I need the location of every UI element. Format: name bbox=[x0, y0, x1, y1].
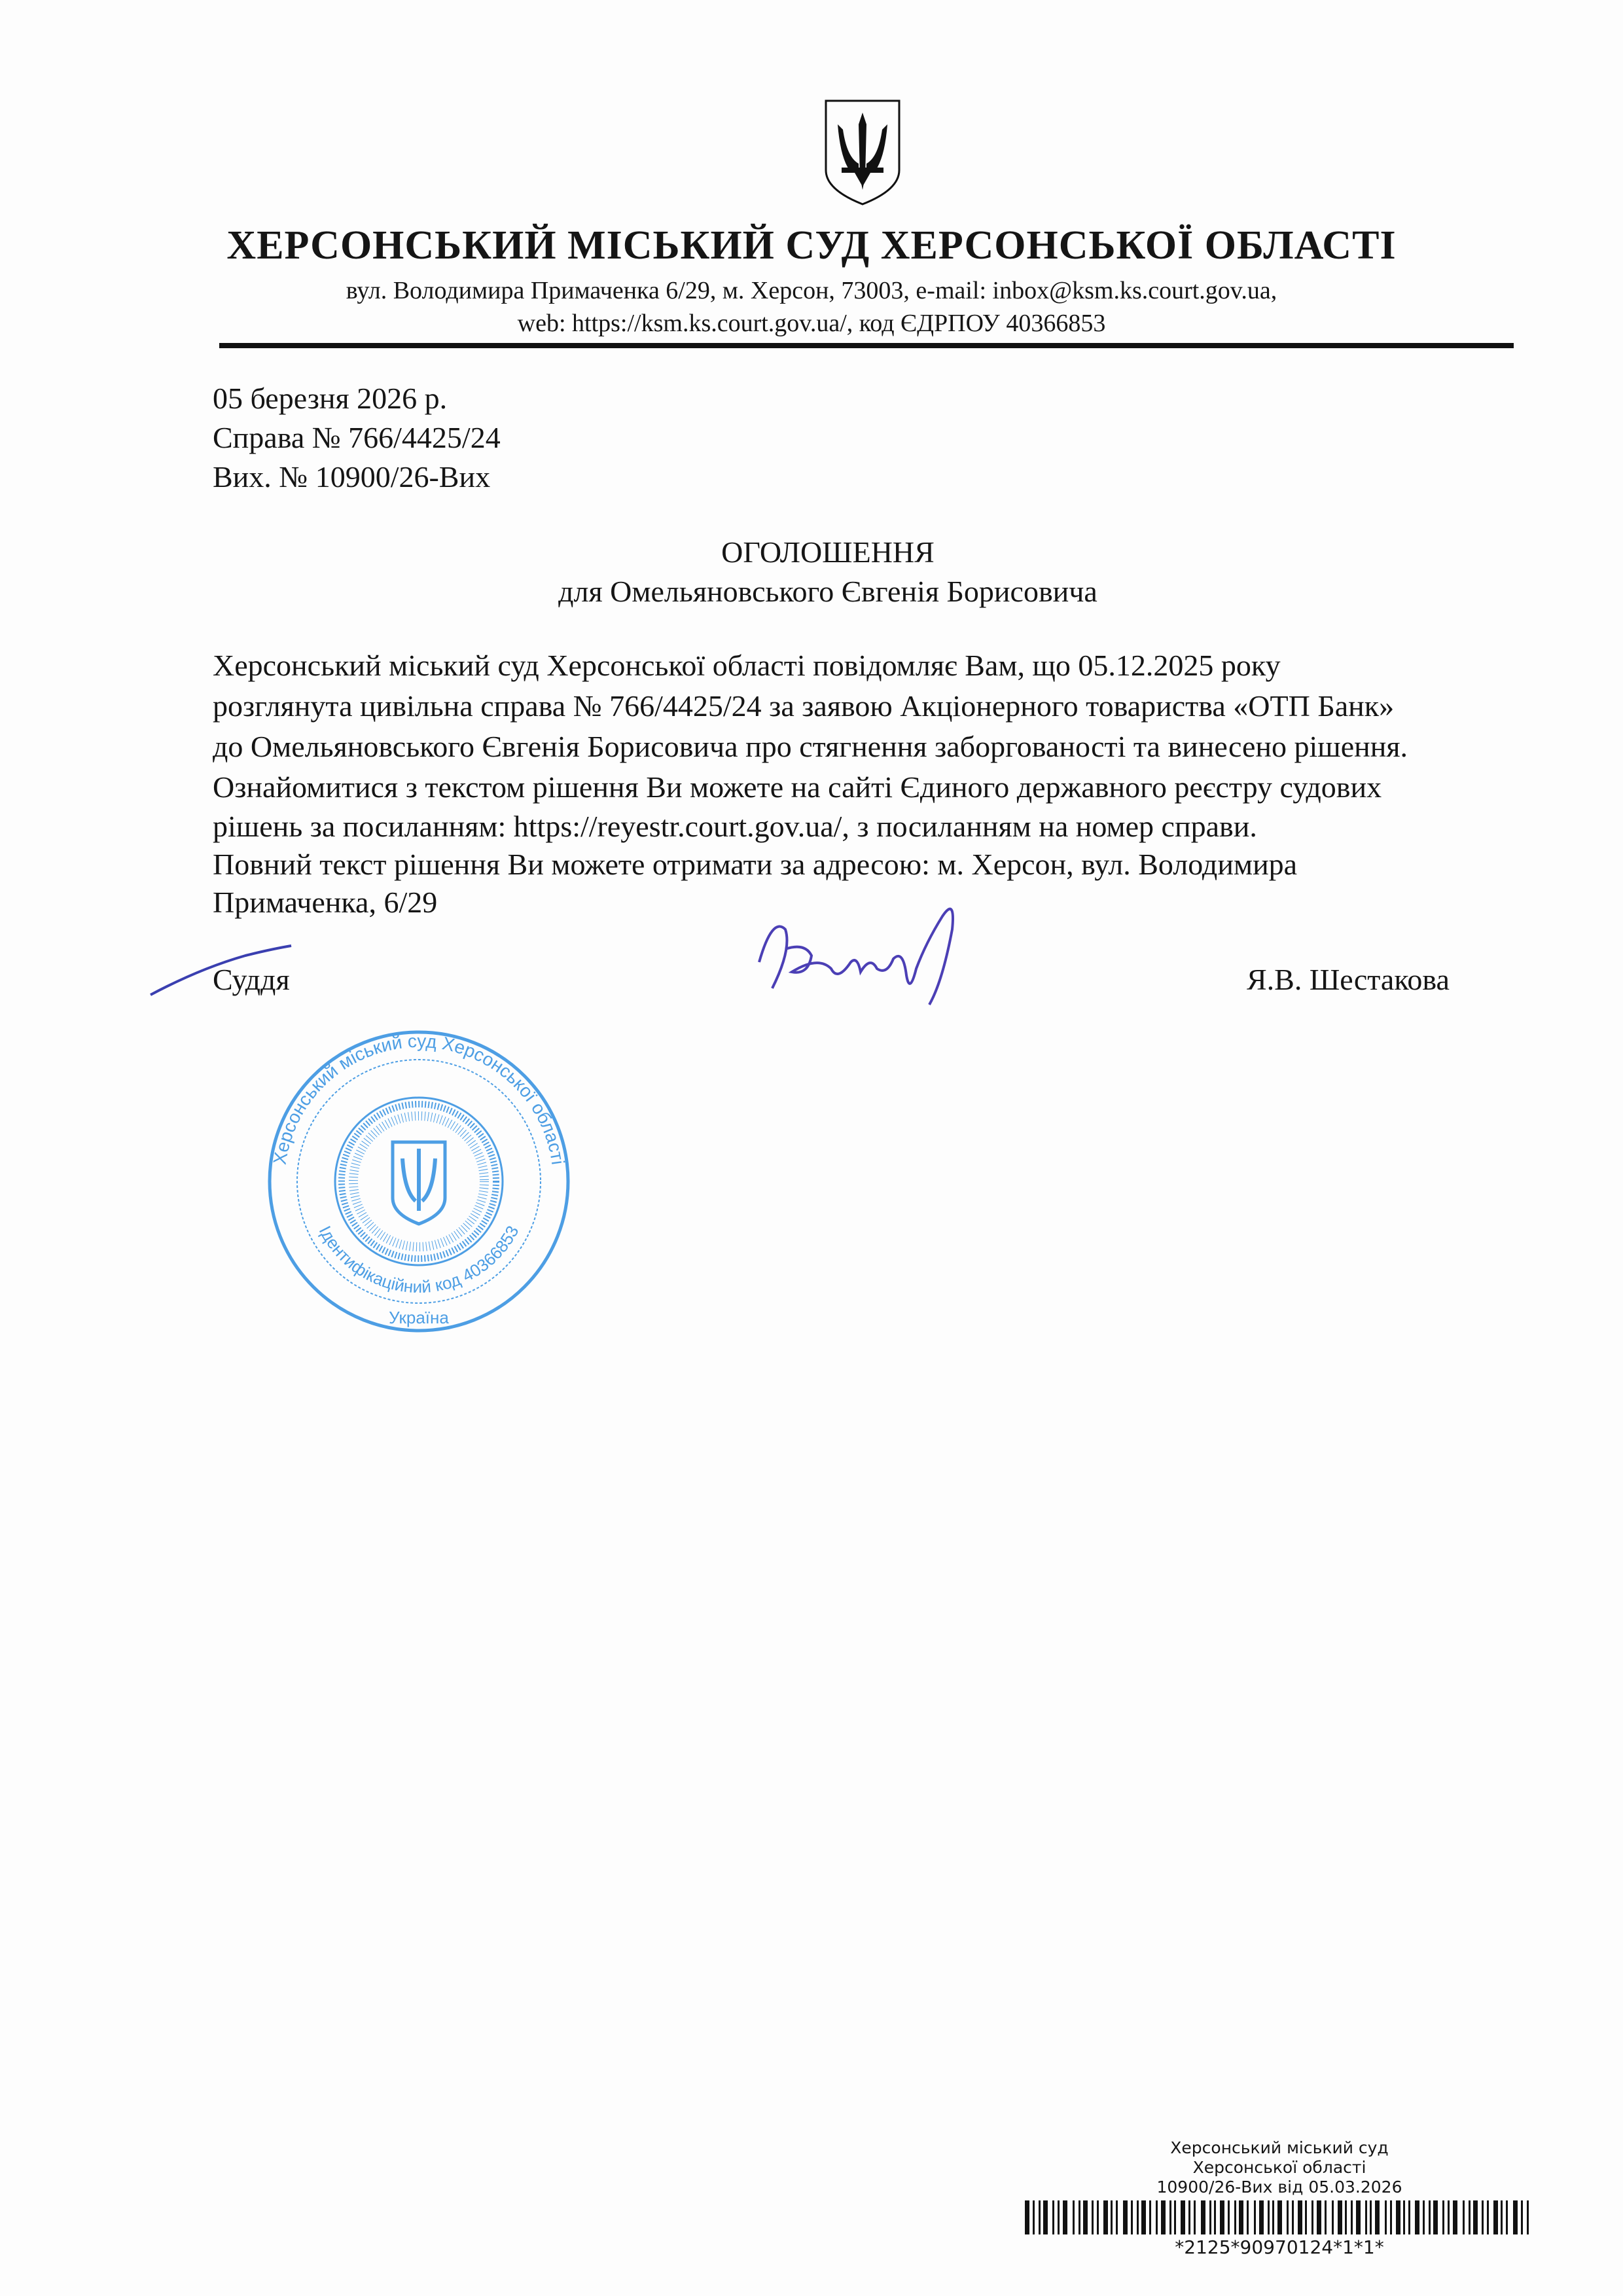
notice-body-line: Примаченка, 6/29 bbox=[213, 886, 438, 919]
barcode-bar bbox=[1415, 2200, 1419, 2234]
barcode-bar bbox=[1063, 2200, 1067, 2234]
barcode-bar bbox=[1174, 2200, 1176, 2234]
barcode-bar bbox=[1161, 2200, 1166, 2234]
barcode-bar bbox=[1442, 2200, 1444, 2234]
judge-label: Суддя bbox=[213, 963, 290, 996]
barcode-bar bbox=[1493, 2200, 1498, 2234]
barcode-bar bbox=[1463, 2200, 1465, 2234]
barcode-bar bbox=[1209, 2200, 1211, 2234]
barcode-bar bbox=[1092, 2200, 1094, 2234]
barcode-bar bbox=[1423, 2200, 1425, 2234]
barcode-bar bbox=[1292, 2200, 1294, 2234]
barcode-bar bbox=[1338, 2200, 1342, 2234]
barcode-bar bbox=[1375, 2200, 1380, 2234]
barcode-bar bbox=[1097, 2200, 1099, 2234]
barcode-bar bbox=[1239, 2200, 1243, 2234]
barcode-bar bbox=[1501, 2200, 1503, 2234]
judge-name: Я.В. Шестакова bbox=[1247, 963, 1450, 996]
barcode-bar bbox=[1043, 2200, 1048, 2234]
barcode-bar bbox=[1403, 2200, 1405, 2234]
barcode-bar bbox=[1201, 2200, 1205, 2234]
notice-body-line: Херсонський міський суд Херсонської області повідомляє Вам, що 05.12.2025 року bbox=[213, 649, 1281, 682]
barcode-bar bbox=[1287, 2200, 1289, 2234]
barcode-bar bbox=[1351, 2200, 1353, 2234]
barcode-bar bbox=[1141, 2200, 1146, 2234]
barcode-bar bbox=[1390, 2200, 1392, 2234]
barcode-bar bbox=[1156, 2200, 1158, 2234]
outgoing-number: Вих. № 10900/26-Вих bbox=[213, 460, 491, 493]
barcode-bar bbox=[1370, 2200, 1372, 2234]
barcode-bar bbox=[1396, 2200, 1400, 2234]
barcode-bar bbox=[1332, 2200, 1334, 2234]
barcode-bar bbox=[1111, 2200, 1113, 2234]
barcode-bar bbox=[1487, 2200, 1489, 2234]
notice-body-line: Повний текст рішення Ви можете отримати за адресою: м. Херсон, вул. Володимира bbox=[213, 848, 1298, 881]
notice-body-line: рішень за посиланням: https://reyestr.court.gov.ua/, з посиланням на номер справи. bbox=[213, 810, 1257, 843]
barcode-bar bbox=[1469, 2200, 1471, 2234]
barcode-bar bbox=[1448, 2200, 1450, 2234]
barcode-bar bbox=[1169, 2200, 1171, 2234]
barcode-bar bbox=[1025, 2200, 1029, 2234]
case-number: Справа № 766/4425/24 bbox=[213, 421, 501, 454]
stamp-bottom-text: Україна bbox=[389, 1308, 449, 1327]
barcode-bar bbox=[1298, 2200, 1302, 2234]
court-web-and-code: web: https://ksm.ks.court.gov.ua/, код ЄДРПОУ 40366853 bbox=[517, 310, 1106, 337]
barcode-bar bbox=[1317, 2200, 1321, 2234]
barcode-bar bbox=[1429, 2200, 1431, 2234]
barcode-number: *2125*90970124*1*1* bbox=[1175, 2236, 1384, 2258]
barcode-bar bbox=[1385, 2200, 1387, 2234]
barcode-bar bbox=[1083, 2200, 1088, 2234]
registration-number-date: 10900/26-Вих від 05.03.2026 bbox=[1156, 2178, 1402, 2197]
barcode-bar bbox=[1453, 2200, 1457, 2234]
barcode-bar bbox=[1325, 2200, 1327, 2234]
barcode-bar bbox=[1214, 2200, 1216, 2234]
barcode-bar bbox=[1220, 2200, 1224, 2234]
barcode-bar bbox=[1052, 2200, 1054, 2234]
barcode-bar bbox=[1103, 2200, 1108, 2234]
notice-heading: ОГОЛОШЕННЯ bbox=[721, 535, 935, 569]
barcode-bar bbox=[1058, 2200, 1060, 2234]
court-address: вул. Володимира Примаченка 6/29, м. Херсон, 73003, e-mail: inbox@ksm.ks.court.gov.ua, bbox=[346, 277, 1277, 304]
barcode-bar bbox=[1033, 2200, 1035, 2234]
notice-body-line: розглянута цивільна справа № 766/4425/24 за заявою Акціонерного товариства «ОТП Банк» bbox=[213, 689, 1395, 723]
barcode-bar bbox=[1194, 2200, 1196, 2234]
barcode-bar bbox=[1234, 2200, 1236, 2234]
barcode-bar bbox=[1365, 2200, 1367, 2234]
barcode-bar bbox=[1272, 2200, 1274, 2234]
court-seal-stamp bbox=[262, 1028, 576, 1335]
barcode-bar bbox=[1079, 2200, 1080, 2234]
barcode-bar bbox=[1506, 2200, 1508, 2234]
barcode-bar bbox=[1188, 2200, 1190, 2234]
barcode-bar bbox=[1137, 2200, 1139, 2234]
barcode-bar bbox=[1123, 2200, 1128, 2234]
barcode-bar bbox=[1356, 2200, 1361, 2234]
registration-barcode bbox=[1025, 2200, 1531, 2234]
document-date: 05 березня 2026 р. bbox=[213, 382, 448, 415]
judge-signature bbox=[746, 890, 982, 1014]
barcode-bar bbox=[1247, 2200, 1249, 2234]
barcode-bar bbox=[1259, 2200, 1264, 2234]
barcode-bar bbox=[1305, 2200, 1307, 2234]
barcode-bar bbox=[1345, 2200, 1347, 2234]
stamp-outer-text: Херсонський міський суд Херсонської області bbox=[269, 1030, 569, 1166]
registration-court-name: Херсонський міський суд bbox=[1170, 2138, 1389, 2157]
registration-region: Херсонської області bbox=[1192, 2158, 1366, 2177]
header-divider bbox=[219, 343, 1514, 348]
barcode-bar bbox=[1527, 2200, 1529, 2234]
notice-addressee: для Омельяновського Євгенія Борисовича bbox=[558, 575, 1097, 608]
barcode-bar bbox=[1408, 2200, 1410, 2234]
barcode-bar bbox=[1254, 2200, 1256, 2234]
barcode-bar bbox=[1073, 2200, 1075, 2234]
barcode-bar bbox=[1513, 2200, 1518, 2234]
notice-body-line: Ознайомитися з текстом рішення Ви можете на сайті Єдиного державного реєстру судових bbox=[213, 770, 1382, 804]
stamp-inner-text: Ідентифікаційний код 40366853 bbox=[315, 1222, 523, 1297]
barcode-bar bbox=[1181, 2200, 1185, 2234]
notice-body-line: до Омельяновського Євгенія Борисовича про стягнення заборгованості та винесено рішення. bbox=[213, 730, 1408, 763]
barcode-bar bbox=[1311, 2200, 1313, 2234]
barcode-bar bbox=[1277, 2200, 1282, 2234]
barcode-bar bbox=[1149, 2200, 1151, 2234]
barcode-bar bbox=[1228, 2200, 1230, 2234]
barcode-bar bbox=[1521, 2200, 1523, 2234]
barcode-bar bbox=[1473, 2200, 1478, 2234]
barcode-bar bbox=[1039, 2200, 1041, 2234]
court-title: ХЕРСОНСЬКИЙ МІСЬКИЙ СУД ХЕРСОНСЬКОЇ ОБЛАСТІ bbox=[226, 223, 1397, 268]
barcode-bar bbox=[1268, 2200, 1270, 2234]
barcode-bar bbox=[1482, 2200, 1484, 2234]
coat-of-arms-icon bbox=[823, 98, 902, 206]
barcode-bar bbox=[1116, 2200, 1118, 2234]
barcode-bar bbox=[1131, 2200, 1133, 2234]
barcode-bar bbox=[1433, 2200, 1438, 2234]
